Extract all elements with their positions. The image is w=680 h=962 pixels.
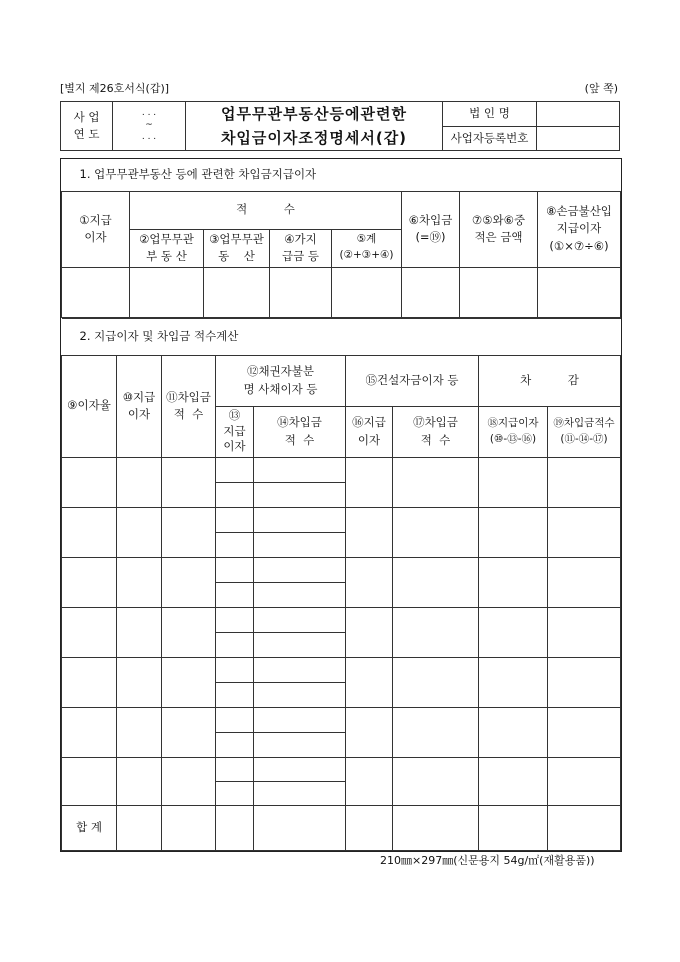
form-title [186,102,443,151]
col15-header: ⑮건설자금이자 등 [346,355,479,406]
cell[interactable] [402,267,460,317]
cell[interactable] [254,757,346,781]
cell[interactable] [479,657,548,707]
col18-header: ⑱지급이자 (⑩-⑬-⑯) [479,406,548,457]
col8-header: ⑧손금불산입 지급이자 (①×⑦÷⑥) [538,191,621,267]
cell[interactable] [204,267,270,317]
table-row [62,457,621,482]
col16-header: ⑯지급 이자 [346,406,393,457]
cell[interactable] [332,267,402,317]
table-row [62,557,621,582]
cell[interactable] [393,607,479,657]
col13-header: ⑬ 지급 이자 [216,406,254,457]
cell[interactable] [548,607,621,657]
cell[interactable] [270,267,332,317]
col9-header: ⑨이자율 [62,355,117,457]
col12-header: ⑫채권자불분 명 사채이자 등 [216,355,346,406]
cell[interactable] [548,805,621,850]
cell[interactable] [548,457,621,507]
cell[interactable] [117,707,162,757]
cell[interactable] [216,457,254,482]
cell[interactable] [216,482,254,507]
col10-header: ⑩지급 이자 [117,355,162,457]
cell[interactable] [346,657,393,707]
cell[interactable] [254,707,346,732]
cell[interactable] [393,457,479,507]
cell[interactable] [130,267,204,317]
cell[interactable] [162,657,216,707]
jeoksu-header: 적 수 [130,191,402,229]
cell[interactable] [460,267,538,317]
col6-header: ⑥차입금 (=⑲) [402,191,460,267]
cell[interactable] [62,707,117,757]
cell[interactable] [254,632,346,657]
cell[interactable] [393,757,479,805]
section2-table [61,318,621,851]
cell[interactable] [254,781,346,805]
cell[interactable] [479,507,548,557]
cell[interactable] [216,607,254,632]
cell[interactable] [548,507,621,557]
cell[interactable] [254,805,346,850]
cell[interactable] [548,557,621,607]
cell[interactable] [162,805,216,850]
year-label: 사 업 연 도 [61,102,113,151]
col5-header: ⑤계 (②+③+④) [332,229,402,267]
cell[interactable] [216,682,254,707]
cell[interactable] [254,682,346,707]
cell[interactable] [254,607,346,632]
col4-header: ④가지 급금 등 [270,229,332,267]
cell[interactable] [216,507,254,532]
cell[interactable] [162,707,216,757]
cell[interactable] [346,757,393,805]
cell[interactable] [479,805,548,850]
cell[interactable] [117,507,162,557]
cell[interactable] [548,757,621,805]
cell[interactable] [479,607,548,657]
col17-header: ⑰차입금 적 수 [393,406,479,457]
cell[interactable] [254,732,346,757]
form-id: [별지 제26호서식(갑)] [60,82,170,95]
main-box [60,158,622,852]
cell[interactable] [62,757,117,805]
side-label: (앞 쪽) [584,82,618,95]
corp-name-field[interactable] [537,102,620,127]
period-start: . . . [141,108,157,119]
col11-header: ⑪차입금 적 수 [162,355,216,457]
cell[interactable] [162,607,216,657]
col7-header: ⑦⑤와⑥중 적은 금액 [460,191,538,267]
cell[interactable] [479,457,548,507]
col19-header: ⑲차입금적수 (⑪-⑭-⑰) [548,406,621,457]
cell[interactable] [254,457,346,482]
cell[interactable] [117,757,162,805]
cell[interactable] [216,781,254,805]
cell[interactable] [162,757,216,805]
col1-header: ①지급 이자 [62,191,130,267]
table-row [62,757,621,781]
biz-no-field[interactable] [537,126,620,151]
period-tilde: ~ [145,120,153,131]
title-line1: 업무무관부동산등에관련한 [221,105,407,123]
cell[interactable] [538,267,621,317]
cell[interactable] [346,607,393,657]
cell[interactable] [62,557,117,607]
cell[interactable] [346,805,393,850]
total-label: 합 계 [62,805,117,850]
cell[interactable] [346,707,393,757]
paper-spec: 210㎜×297㎜(신문용지 54g/㎡(재활용품)) [380,854,595,867]
period-end: . . . [141,131,157,142]
cell[interactable] [254,532,346,557]
cell[interactable] [216,582,254,607]
cell[interactable] [393,557,479,607]
section1-title: 1. 업무무관부동산 등에 관련한 차입금지급이자 [62,159,621,191]
cell[interactable] [254,507,346,532]
period-field[interactable] [113,102,186,151]
cell[interactable] [254,482,346,507]
cell[interactable] [254,657,346,682]
cell[interactable] [62,457,117,507]
cell[interactable] [479,707,548,757]
cell[interactable] [216,707,254,732]
cell[interactable] [216,557,254,582]
cell[interactable] [393,805,479,850]
section2-title: 2. 지급이자 및 차입금 적수계산 [62,318,621,355]
cell[interactable] [548,657,621,707]
table-row [62,507,621,532]
cell[interactable] [254,557,346,582]
cell[interactable] [346,457,393,507]
cell[interactable] [216,632,254,657]
title-line2: 차입금이자조정명세서(갑) [220,129,408,147]
cell[interactable] [548,707,621,757]
cell[interactable] [216,657,254,682]
cell[interactable] [117,805,162,850]
cell[interactable] [393,657,479,707]
table-row [62,657,621,682]
table-row [62,707,621,732]
cell[interactable] [117,657,162,707]
table-row [62,607,621,632]
cell[interactable] [62,507,117,557]
cell[interactable] [393,507,479,557]
diff-header: 차 감 [479,355,621,406]
cell[interactable] [62,607,117,657]
col2-header: ②업무무관 부 동 산 [130,229,204,267]
cell[interactable] [117,557,162,607]
cell[interactable] [216,805,254,850]
cell[interactable] [479,557,548,607]
cell[interactable] [62,267,130,317]
cell[interactable] [162,557,216,607]
col14-header: ⑭차입금 적 수 [254,406,346,457]
cell[interactable] [117,607,162,657]
cell[interactable] [479,757,548,805]
col3-header: ③업무무관 동 산 [204,229,270,267]
section1-table [61,159,621,318]
cell[interactable] [216,732,254,757]
cell[interactable] [393,707,479,757]
biz-no-label: 사업자등록번호 [443,126,537,151]
cell[interactable] [346,557,393,607]
cell[interactable] [216,532,254,557]
corp-name-label: 법 인 명 [443,102,537,127]
cell[interactable] [62,657,117,707]
cell[interactable] [117,457,162,507]
cell[interactable] [162,507,216,557]
header-table [60,101,620,151]
cell[interactable] [346,507,393,557]
cell[interactable] [162,457,216,507]
cell[interactable] [216,757,254,781]
cell[interactable] [254,582,346,607]
